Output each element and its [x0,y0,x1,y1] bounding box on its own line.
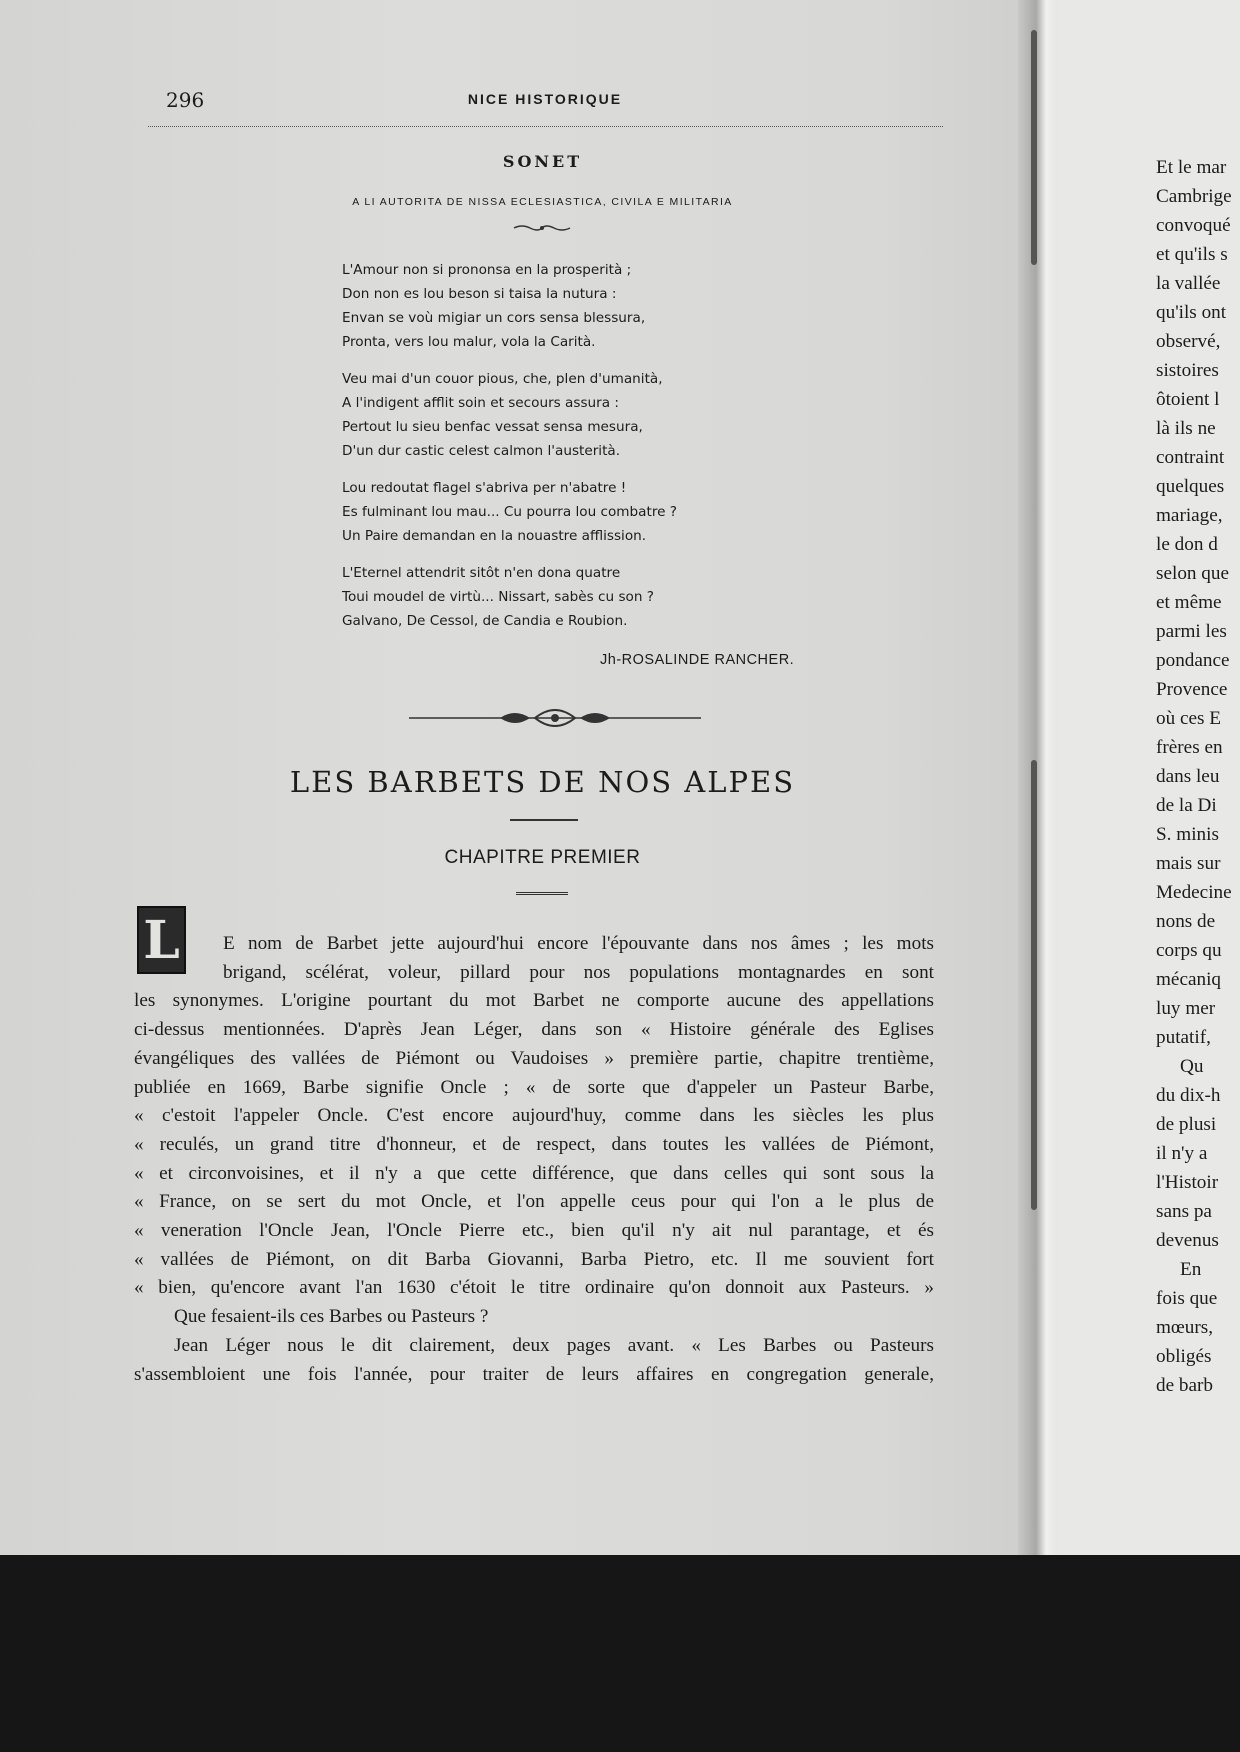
text-line: « reculés, un grand titre d'honneur, et de respect, dans toutes les vallées de Piémont, [134,1133,934,1155]
text-line: mécaniq [1156,969,1221,990]
text-line: ci-dessus mentionnées. D'après Jean Léger, dans son « Histoire générale des Eglises [134,1019,934,1041]
section-ornament-icon [405,704,705,732]
text-line: dans leu [1156,766,1220,787]
text-line: contraint [1156,447,1225,468]
article-title: LES BARBETS DE NOS ALPES [289,765,796,799]
text-line: Provence [1156,679,1228,700]
verse-line: Pronta, vers lou malur, vola la Carità. [342,334,596,350]
text-line: frères en [1156,737,1223,758]
stanza [342,258,862,354]
text-line: et qu'ils s [1156,244,1228,265]
text-line: Jean Léger nous le dit clairement, deux pages avant. « Les Barbes ou Pasteurs [174,1334,934,1356]
text-line: fois que [1156,1288,1218,1309]
text-line: qu'ils ont [1156,302,1227,323]
text-line: où ces E [1156,708,1222,729]
chapter-heading: CHAPITRE PREMIER [444,847,641,868]
book-gutter [1018,0,1058,1555]
text-line: les synonymes. L'origine pourtant du mot Barbet ne comporte aucune des appellations [134,990,934,1012]
text-line: selon que [1156,563,1230,584]
verse-line: Pertout lu sieu benfac vessat sensa mesura, [342,419,643,435]
facing-page-text [1156,153,1240,1400]
binding-clip [1031,30,1037,265]
text-line: brigand, scélérat, voleur, pillard pour nos populations montagnardes en sont [223,961,934,983]
text-line: sans pa [1156,1201,1212,1222]
title-rule [510,819,578,821]
verse-line: Galvano, De Cessol, de Candia e Roubion. [342,613,628,629]
stanza [342,367,862,463]
text-line: En [1180,1259,1202,1280]
stanza [342,476,862,548]
chapter-rule [516,892,568,895]
text-line: mœurs, [1156,1317,1214,1338]
text-line: « et circonvoisines, et il n'y a que cette différence, que dans celles qui sont sous la [134,1162,934,1184]
text-line: la vallée [1156,273,1221,294]
text-line: Cambrige [1156,186,1232,207]
scanner-background [0,1555,1240,1752]
text-line: et même [1156,592,1222,613]
text-line: il n'y a [1156,1143,1208,1164]
text-line: de plusi [1156,1114,1217,1135]
verse-line: Lou redoutat flagel s'abriva per n'abatre ! [342,480,627,496]
text-line: mariage, [1156,505,1223,526]
text-line: nons de [1156,911,1216,932]
page-number: 296 [166,88,205,112]
verse-line: A l'indigent afflit soin et secours assura : [342,395,619,411]
verse-line: L'Amour non si prononsa en la prosperità ; [342,262,632,278]
text-line: s'assembloient une fois l'année, pour traiter de leurs affaires en congregation generale, [134,1363,934,1385]
text-line: de la Di [1156,795,1217,816]
text-line: Qu [1180,1056,1204,1077]
text-line: ôtoient l [1156,389,1220,410]
verse-line: D'un dur castic celest calmon l'austerità. [342,443,621,459]
running-head [150,88,940,114]
verse-line: Es fulminant lou mau... Cu pourra lou combatre ? [342,504,678,520]
text-line: pondance [1156,650,1230,671]
text-line: le don d [1156,534,1218,555]
text-line: l'Histoir [1156,1172,1219,1193]
small-ornament-icon [512,222,572,234]
article-body [134,930,934,1389]
text-line: quelques [1156,476,1225,497]
text-line: là ils ne [1156,418,1216,439]
text-line: S. minis [1156,824,1219,845]
text-line: « bien, qu'encore avant l'an 1630 c'étoit le titre ordinaire qu'on donnoit aux Pasteurs. » [134,1277,934,1299]
text-line: parmi les [1156,621,1227,642]
header-rule [148,126,943,127]
text-line: mais sur [1156,853,1221,874]
text-line: devenus [1156,1230,1219,1251]
drop-cap-letter: L [143,910,180,971]
sonnet-signature: Jh-ROSALINDE RANCHER. [600,652,795,668]
text-line: convoqué [1156,215,1231,236]
binding-clip [1031,760,1037,1210]
verse-line: L'Eternel attendrit sitôt n'en dona quatre [342,565,621,581]
text-line: de barb [1156,1375,1214,1396]
journal-title: NICE HISTORIQUE [467,91,623,107]
text-line: évangéliques des vallées de Piémont ou Vaudoises » première partie, chapitre trentième, [134,1047,934,1069]
stanza [342,561,862,633]
sonnet-title: SONET [502,152,583,171]
verse-line: Envan se voù migiar un cors sensa blessura, [342,310,646,326]
text-line: E nom de Barbet jette aujourd'hui encore l'épouvante dans nos âmes ; les mots [223,933,934,954]
text-line: du dix-h [1156,1085,1221,1106]
sonnet-dedication: A LI AUTORITA DE NISSA ECLESIASTICA, CIVILA E MILITARIA [352,196,733,208]
text-line: Que fesaient-ils ces Barbes ou Pasteurs ? [174,1306,489,1328]
text-line: « vallées de Piémont, on dit Barba Giovanni, Barba Pietro, etc. Il me souvient fort [134,1248,934,1270]
text-line: sistoires [1156,360,1219,381]
sonnet-body [342,258,862,646]
verse-line: Don non es lou beson si taisa la nutura : [342,286,617,302]
text-line: observé, [1156,331,1221,352]
text-line: « veneration l'Oncle Jean, l'Oncle Pierre etc., bien qu'il n'y ait nul parantage, et és [134,1220,934,1242]
text-line: publiée en 1669, Barbe signifie Oncle ; « de sorte que d'appeler un Pasteur Barbe, [134,1076,934,1098]
verse-line: Toui moudel de virtù... Nissart, sabès cu son ? [342,589,655,605]
text-line: luy mer [1156,998,1216,1019]
verse-line: Un Paire demandan en la nouastre afflission. [342,528,647,544]
text-line: corps qu [1156,940,1222,961]
text-line: obligés [1156,1346,1212,1367]
text-line: putatif, [1156,1027,1211,1048]
text-line: « c'estoit l'appeler Oncle. C'est encore aujourd'huy, comme dans les siècles les plus [134,1105,934,1127]
text-line: « France, on se sert du mot Oncle, et l'on appelle ceus pour qui l'on a le plus de [134,1191,934,1213]
text-line: Et le mar [1156,157,1227,178]
text-line: Medecine [1156,882,1232,903]
verse-line: Veu mai d'un couor pious, che, plen d'umanità, [342,371,663,387]
